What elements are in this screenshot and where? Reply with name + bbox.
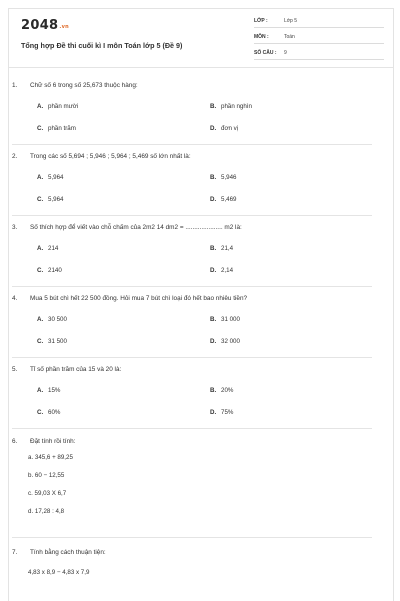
option-b[interactable]: B. 20% [210,387,234,394]
question-text: Chữ số 6 trong số 25,673 thuộc hàng: [30,82,138,89]
question-text: Số thích hợp để viết vào chỗ chấm của 2m2 14 dm2 = ..................... m2 là: [30,224,242,231]
question-text: Đặt tính rồi tính: [30,438,76,445]
option-d[interactable]: D. 2,14 [210,267,234,274]
sub-item-d: d. 17,28 : 4,8 [28,508,65,515]
site-logo[interactable]: 2048.vn [21,18,70,33]
divider [12,215,372,216]
question-number: 4. [12,295,18,302]
option-c[interactable]: C. 2140 [37,267,62,274]
document-title: Tổng hợp Đề thi cuối kì I môn Toán lớp 5 (Đề 9) [21,41,183,50]
sub-item-b: b. 60 − 12,55 [28,472,65,479]
meta-class: LỚP : Lớp 5 [254,15,384,28]
question-text: Tính bằng cách thuận tiện: [30,549,106,556]
option-a[interactable]: A. phần mười [37,103,79,110]
option-b[interactable]: B. 31 000 [210,316,240,323]
question-7 [12,549,372,587]
option-c[interactable]: C. phần trăm [37,125,76,132]
option-d[interactable]: D. 75% [210,409,234,416]
option-b[interactable]: B. 21,4 [210,245,234,252]
divider [12,357,372,358]
question-text: Tỉ số phần trăm của 15 và 20 là: [30,366,122,373]
question-number: 6. [12,438,18,445]
option-a[interactable]: A. 5,964 [37,174,64,181]
worksheet-header [9,9,393,68]
question-2 [12,153,372,211]
divider [12,428,372,429]
meta-question-count: SỐ CÂU : 9 [254,47,384,60]
divider [12,144,372,145]
option-a[interactable]: A. 214 [37,245,59,252]
option-c[interactable]: C. 5,964 [37,196,64,203]
option-c[interactable]: C. 60% [37,409,61,416]
sub-item-c: c. 59,03 X 6,7 [28,490,67,497]
question-5 [12,366,372,424]
sub-item-a: a. 345,6 + 89,25 [28,454,73,461]
question-number: 7. [12,549,18,556]
question-1 [12,82,372,140]
question-3 [12,224,372,282]
option-d[interactable]: D. đơn vị [210,125,239,132]
question-number: 2. [12,153,18,160]
question-6 [12,438,372,526]
question-number: 1. [12,82,18,89]
question-text: Mua 5 bút chì hết 22 500 đồng. Hỏi mua 7 bút chì loại đó hết bao nhiêu tiền? [30,295,248,302]
question-4 [12,295,372,353]
option-c[interactable]: C. 31 500 [37,338,67,345]
sub-item-expression: 4,83 x 8,9 − 4,83 x 7,9 [28,569,90,576]
option-b[interactable]: B. 5,946 [210,174,237,181]
meta-subject: MÔN : Toán [254,31,384,44]
question-text: Trong các số 5,694 ; 5,946 ; 5,964 ; 5,469 số lớn nhất là: [30,153,191,160]
option-d[interactable]: D. 5,469 [210,196,237,203]
divider [12,537,372,538]
option-a[interactable]: A. 15% [37,387,61,394]
divider [12,286,372,287]
option-d[interactable]: D. 32 000 [210,338,240,345]
question-number: 5. [12,366,18,373]
option-b[interactable]: B. phần nghìn [210,103,252,110]
question-number: 3. [12,224,18,231]
option-a[interactable]: A. 30 500 [37,316,67,323]
